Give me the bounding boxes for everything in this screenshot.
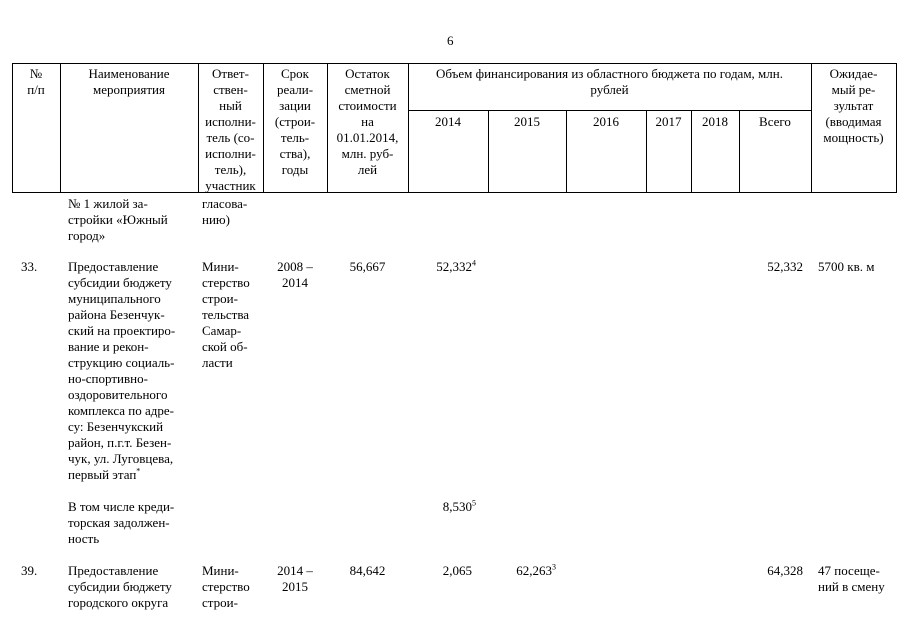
row-name-text: Предоставление субсидии бюджету муниципального района Безенчук- ский на проектиро- вание и рекон- струкцию социаль- но-спортивно- оздоровительного комплекса по адре- су: Безенчукский район, п.г.т. Безен- чук, ул. Луговцева, первый этап	[68, 259, 176, 482]
header-year-total: Всего	[759, 114, 791, 129]
row-remaining: 56,667	[349, 259, 386, 274]
header-year-2015: 2015	[514, 114, 540, 129]
row-2015	[488, 563, 556, 579]
header-result: Ожидае- мый ре- зультат (вводимая мощность)	[823, 66, 884, 145]
row-2014-value: 52,332	[436, 259, 472, 274]
header-year-2017: 2017	[655, 114, 682, 129]
row-total: 52,332	[767, 259, 803, 274]
header-year-2018: 2018	[702, 114, 728, 129]
row-executor: Мини- стерство строи-	[202, 563, 250, 610]
row-num: 39.	[21, 563, 38, 578]
row-remaining: 84,642	[349, 563, 386, 578]
row-name: Предоставление субсидии бюджету городского округа	[68, 563, 172, 610]
row-result: 5700 кв. м	[818, 259, 875, 274]
row-2015-footnote: 3	[552, 562, 556, 572]
table-rule-top	[12, 63, 896, 64]
continuation-executor: гласова- нию)	[202, 196, 248, 227]
header-executor: Ответ- ствен- ный исполни- тель (со- исполни- тель), участник	[205, 66, 256, 193]
row-executor: Мини- стерство строи- тельства Самар- ской об- ласти	[202, 259, 250, 370]
header-name: Наименование мероприятия	[88, 66, 170, 97]
page-number: 6	[447, 33, 454, 48]
row-2014-value: 8,530	[442, 499, 472, 514]
header-num: № п/п	[27, 66, 45, 97]
header-term: Срок реали- зации (строи- тель- ства), годы	[274, 66, 316, 177]
col-rule	[896, 63, 897, 193]
header-remaining: Остаток сметной стоимости на 01.01.2014, млн. руб- лей	[336, 66, 399, 177]
row-num: 33.	[21, 259, 38, 274]
row-2014	[408, 499, 476, 515]
row-term: 2008 – 2014	[277, 259, 313, 290]
table-rule-years	[408, 110, 811, 111]
row-2014-footnote: 4	[472, 258, 476, 268]
row-2014-footnote: 5	[472, 498, 476, 508]
header-funding: Объем финансирования из областного бюджета по годам, млн. рублей	[436, 66, 783, 97]
row-result: 47 посеще- ний в смену	[818, 563, 885, 594]
row-name	[68, 259, 192, 483]
row-2015-value: 62,263	[516, 563, 552, 578]
row-name: В том числе креди- торская задолжен- ность	[68, 499, 175, 546]
header-year-2016: 2016	[593, 114, 619, 129]
row-name-footnote: *	[136, 466, 141, 476]
header-year-2014: 2014	[435, 114, 461, 129]
table-rule-header-bottom	[12, 192, 896, 193]
row-term: 2014 – 2015	[277, 563, 313, 594]
row-2014: 2,065	[442, 563, 472, 578]
continuation-name: № 1 жилой за- стройки «Южный город»	[68, 196, 168, 243]
row-2014	[408, 259, 476, 275]
row-total: 64,328	[767, 563, 803, 578]
